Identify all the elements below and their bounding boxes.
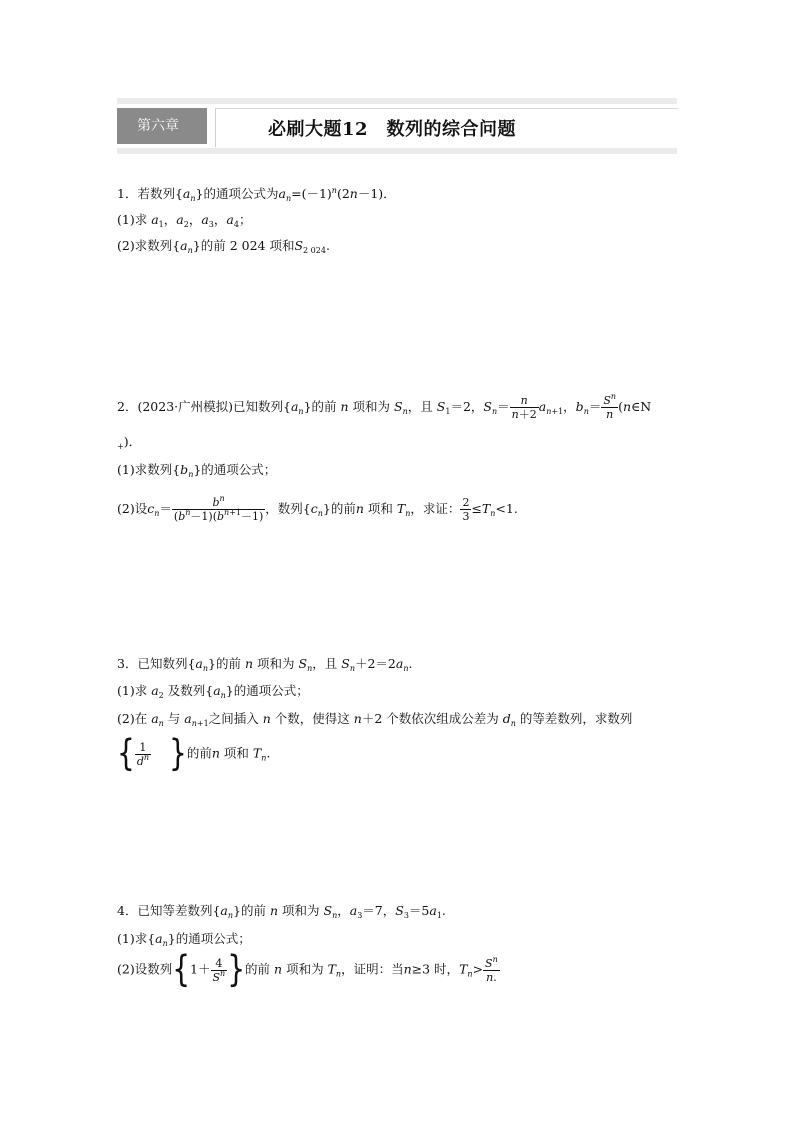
- left-brace: {: [172, 947, 191, 991]
- chapter-header: [117, 98, 677, 154]
- problem-2-part-2: (2)设$c_n=$ $\frac{b^n}{(b^n-1)(b^{n+1}-1)}$ ，数列$\{c_n\}$的前n 项和 $T_n$，求证： $\frac{2}{3}$ $\le T_n<1$.: [117, 494, 518, 523]
- chapter-tab: 第六章: [117, 108, 207, 144]
- problem-2-stem-cont: $_+$)．: [117, 434, 142, 451]
- problem-1-stem: 1．若数列$\{a_n\}$的通项公式为$a_n=(-1)^n(2n-1)$．: [117, 186, 396, 203]
- title-box: [215, 108, 678, 147]
- problem-4-stem: 4．已知等差数列$\{a_n\}$的前 n 项和为 $S_n$，$a_3=7$，$S_3=5a_1$.: [117, 903, 446, 920]
- fraction-s-over-n-4: $\frac{S^n}{n.}$: [485, 954, 498, 984]
- fraction-two-thirds: $\frac{2}{3}$: [462, 496, 470, 523]
- problem-2-stem: 2．(2023·广州模拟)已知数列$\{a_n\}$的前 n 项和为 $S_n$，且 $S_1=2$，$S_n=$ $\frac{n}{n+2}$ $a_{n+1}$，$b_n=$ $\frac{S^n}{n}$ (n∈N: [117, 392, 652, 421]
- fraction-c-n: $\frac{b^n}{(b^n-1)(b^{n+1}-1)}$: [173, 494, 264, 523]
- fraction-four-over-s: $\frac{4}{S^n}$: [212, 956, 226, 984]
- problem-4-part-1: (1)求$\{a_n\}$的通项公式；: [117, 931, 251, 948]
- problem-3-stem: 3．已知数列$\{a_n\}$的前 n 项和为 $S_n$，且 $S_n+2=2a_n$.: [117, 656, 413, 673]
- problem-3-part-2: (2)在 $a_n$ 与 $a_{n+1}$之间插入 n 个数，使得这 n＋2 个数依次组成公差为 $d_n$ 的等差数列，求数列: [117, 711, 633, 728]
- problem-1-part-1: (1)求 $a_1$，$a_2$，$a_3$，$a_4$；: [117, 212, 252, 229]
- page-title: 必刷大题12 数列的综合问题: [268, 119, 517, 140]
- right-brace: }: [227, 947, 246, 991]
- problem-3-part-2-cont: { $\frac{1}{d^n}$ }的前n 项和 $T_n$.: [117, 731, 271, 775]
- problem-2-part-1: (1)求数列$\{b_n\}$的通项公式；: [117, 462, 277, 479]
- problem-4-part-2: (2)设数列{1＋ $\frac{4}{S^n}$ }的前 n 项和为 $T_n$，证明：当n≥3 时，$T_n>$ $\frac{S^n}{n.}$: [117, 947, 498, 991]
- left-brace: {: [117, 731, 135, 775]
- fraction-s-over-n: $\frac{S^n}{n}$: [603, 392, 617, 421]
- right-brace: }: [169, 731, 187, 775]
- problem-1-part-2: (2)求数列$\{a_n\}$的前 2 024 项和$S_{2 024}$.: [117, 238, 330, 255]
- fraction-one-over-d: $\frac{1}{d^n}$: [136, 740, 150, 768]
- fraction-n-over-n-plus-2: $\frac{n}{n+2}$: [511, 394, 537, 421]
- problem-3-part-1: (1)求 $a_2$ 及数列$\{a_n\}$的通项公式；: [117, 683, 309, 700]
